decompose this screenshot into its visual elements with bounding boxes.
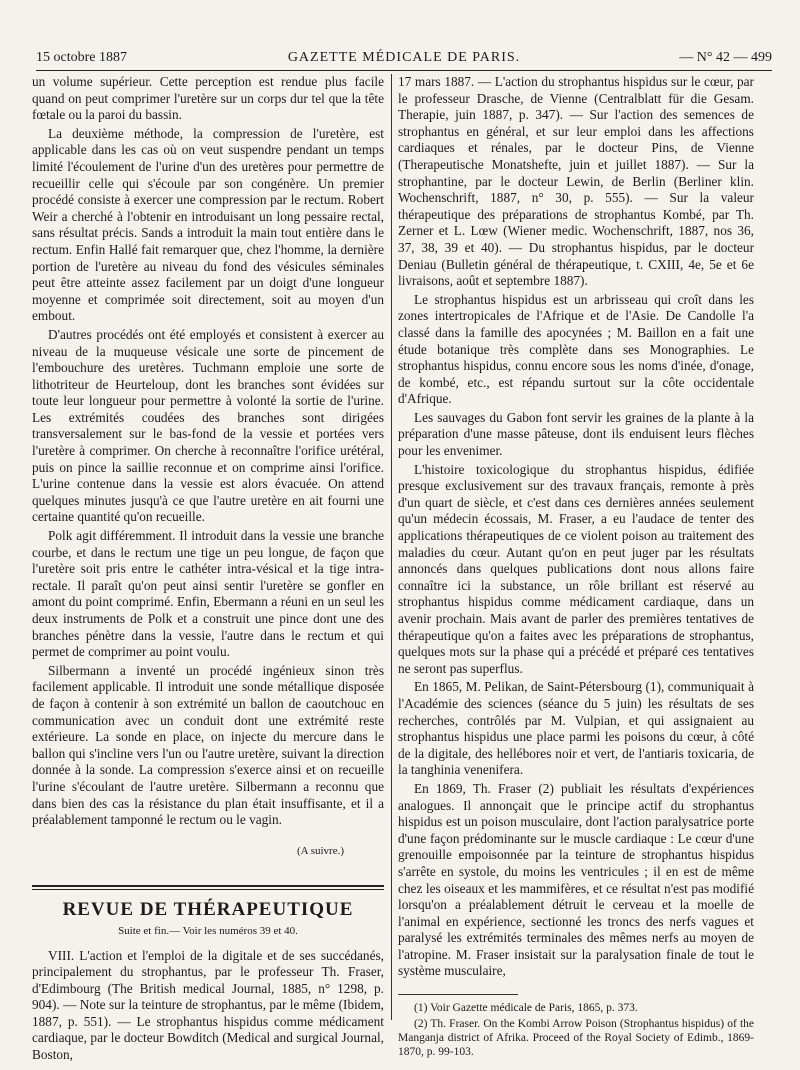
column-divider <box>391 74 392 1020</box>
paragraph: Polk agit différemment. Il introduit dans la vessie une branche courbe, et dans le rectum une tige un peu longue, de façon que l'uretère soit pris entre le cathéter intra-vésical et la tige intra-rectale. Il paraît qu'on peut ainsi sentir l'uretère se gonfler en amont du point comprimé. Enfin, Ebermann a réuni en un seul les deux instruments de Polk et a construit une pince dont une des branches pénètre dans la vessie, l'autre dans le rectum et qui permet de comprimer au point voulu. <box>32 528 384 660</box>
paragraph: Les sauvages du Gabon font servir les graines de la plante à la préparation d'une masse pâteuse, dont ils enduisent leurs flèches pour les envenimer. <box>398 409 754 459</box>
section-title: REVUE DE THÉRAPEUTIQUE <box>62 899 354 921</box>
section-subtitle: Suite et fin.— Voir les numéros 39 et 40. <box>118 924 298 937</box>
footnote: (2) Th. Fraser. On the Kombi Arrow Poison (Strophantus hispidus) of the Manganja district of Afrika. Proceed of the Royal Society of Edimb., 1869-1870, p. 99-103. <box>398 1018 754 1059</box>
header-date: 15 octobre 1887 <box>36 50 127 65</box>
section-rule <box>32 889 384 890</box>
left-column <box>32 74 384 1066</box>
footnote-rule <box>398 994 518 995</box>
paragraph: 17 mars 1887. — L'action du strophantus hispidus sur le cœur, par le professeur Drasche, de Vienne (Centralblatt für die Gesam. Therapie, juin 1887, p. 347). — Sur l'action des semences de strophantus en général, et sur leur emploi dans les affections cardiaques et rénales, par le docteur Pins, de Vienne (Therapeutische Monatshefte, juin et juillet 1887). — Sur la strophantine, par le docteur Lewin, de Berlin (Berliner klin. Wochenschrift, 1887, n° 30, p. 555). — Sur la valeur thérapeutique des préparations de strophantus Kombé, par Th. Zerner et L. Lœw (Wiener medic. Wochenschrift, 1887, nos 36, 37, 38, 39 et 40). — Du strophantus hispidus, par le docteur Deniau (Bulletin général de thérapeutique, t. CXIII, 4e, 5e et 6e livraisons, août et septembre 1887). <box>398 74 754 289</box>
paragraph: L'histoire toxicologique du strophantus hispidus, édifiée presque exclusivement sur des travaux français, remonte à près d'un quart de siècle, et c'est dans ces dernières années seulement qu'un médecin écossais, M. Fraser, a eu l'audace de tenter des applications thérapeutiques de ce violent poison au traitement des maladies du cœur. Autant qu'on en peut juger par les résultats annoncés dans quelques publications dont nous allons faire connaître ici la substance, un rôle brillant est réservé au strophantus hispidus comme médicament cardiaque, dans un avenir prochain. Mais avant de parler des premières tentatives de thérapeutique qu'on a faites avec les préparations de strophantus, quelques mots sur la phase qui a précédé et préparé ces tentatives ne seront pas superflus. <box>398 461 754 676</box>
paragraph: La deuxième méthode, la compression de l'uretère, est applicable dans les cas où on veut suspendre pendant un temps limité l'écoulement de l'urine d'un des uretères pour permettre de recueillir celle qui s'écoule par son congénère. Un premier procédé consiste à exercer une compression par le rectum. Robert Weir a cherché à l'obtenir en introduisant un long pessaire rectal, sans résultat précis. Sands a introduit la main tout entière dans le rectum. Enfin Hallé fait remarquer que, chez l'homme, la dernière portion de l'uretère au niveau du fond des vésicules séminales peut être atteinte assez facilement par un doigt d'une longueur moyenne et comprimée soit directement, soit au moyen d'un embout. <box>32 125 384 324</box>
footnote: (1) Voir Gazette médicale de Paris, 1865, p. 373. <box>414 1002 638 1015</box>
page-number: — N° 42 — 499 <box>679 50 772 65</box>
page-header <box>36 48 772 71</box>
paragraph: En 1865, M. Pelikan, de Saint-Pétersbourg (1), communiquait à l'Académie des sciences (séance du 5 juin) les résultats de ses recherches, contrôlés par M. Vulpian, et qui assignaient au strophantus hispidus une place parmi les poisons du cœur, à côté de la digitale, des hellébores noir et vert, de l'antiaris toxicaria, de la tanghinia venenifera. <box>398 679 754 778</box>
paragraph: Le strophantus hispidus est un arbrisseau qui croît dans les zones intertropicales de l'Afrique et de l'Asie. De Candolle l'a classé dans la famille des apocynées ; M. Baillon en a fait une étude botanique très complète dans ses Monographies. Le strophantus hispidus, connu encore sous les noms d'inée, d'onage, de kombé, etc., est répandu surtout sur la côte occidentale d'Afrique. <box>398 291 754 407</box>
paragraph: D'autres procédés ont été employés et consistent à exercer au niveau de la muqueuse vésicale une sorte de pincement de l'embouchure des uretères. Tuchmann emploie une sorte de lithotriteur de Heurteloup, dont les branches sont évidées sur toute leur longueur pour permettre à volonté la sortie de l'urine. Les extrémités coudées des branches sont dirigées transversalement sur le bas-fond de la vessie et portées vers l'uretère à comprimer. On cherche à reconnaître l'orifice urétéral, puis on pince la saillie reconnue et on comprime ainsi l'orifice. L'urine contenue dans la vessie est alors évacuée. On attend quelques minutes jusqu'à ce que l'autre uretère en ait fourni une certaine quantité qu'on recueille. <box>32 326 384 525</box>
paragraph: En 1869, Th. Fraser (2) publiait les résultats d'expériences analogues. Il annonçait que le principe actif du strophantus hispidus est un poison musculaire, dont l'action paralysatrice porte d'une façon prédominante sur le muscle cardiaque : Le cœur d'une grenouille empoisonnée par la teinture de strophantus hispidus s'arrête en systole, du moins les ventricules ; il en est de même chez les oiseaux et les mammifères, et ce résultat n'est pas modifié lorsqu'on a préalablement détruit le cerveau et la moelle de l'animal en expérience, sectionné les troncs des nerfs vagues et paralysé les extrémités terminales des mêmes nerfs au moyen de l'atropine. M. Fraser insistait sur la paralysation finale de tout le système musculaire, <box>398 780 754 979</box>
paragraph: Silbermann a inventé un procédé ingénieux sinon très facilement applicable. Il introduit une sonde métallique disposée de façon à contenir à son extrémité un ballon de caoutchouc en communication avec un conduit dont une extrémité reste extérieure. La sonde en place, on injecte du mercure dans le ballon qui s'incline vers l'un ou l'autre uretère, suivant la direction donnée à la sonde. La compression s'exerce ainsi et on recueille l'urine s'écoulant de l'autre uretère. Silbermann a reconnu que dans bien des cas la résistance du plan était insuffisante, et il a préalablement tamponné le rectum ou le vagin. <box>32 662 384 828</box>
section-rule <box>32 885 384 887</box>
paragraph: VIII. L'action et l'emploi de la digitale et de ses succédanés, principalement du strophantus, par le professeur Th. Fraser, d'Edimbourg (The British medical Journal, 1885, n° 1298, p. 904). — Note sur la teinture de strophantus, par le même (Ibidem, 1887, p. 551). — Le strophantus hispidus comme médicament cardiaque, par le docteur Bowditch (Medical and surgical Journal, Boston, <box>32 947 384 1063</box>
journal-title: GAZETTE MÉDICALE DE PARIS. <box>287 50 521 65</box>
right-column <box>398 74 754 1061</box>
to-be-continued: (A suivre.) <box>296 844 344 857</box>
paragraph: un volume supérieur. Cette perception est rendue plus facile quand on peut comprimer l'uretère sur un corps dur tel que la tête fœtale ou la paroi du bassin. <box>32 74 384 123</box>
